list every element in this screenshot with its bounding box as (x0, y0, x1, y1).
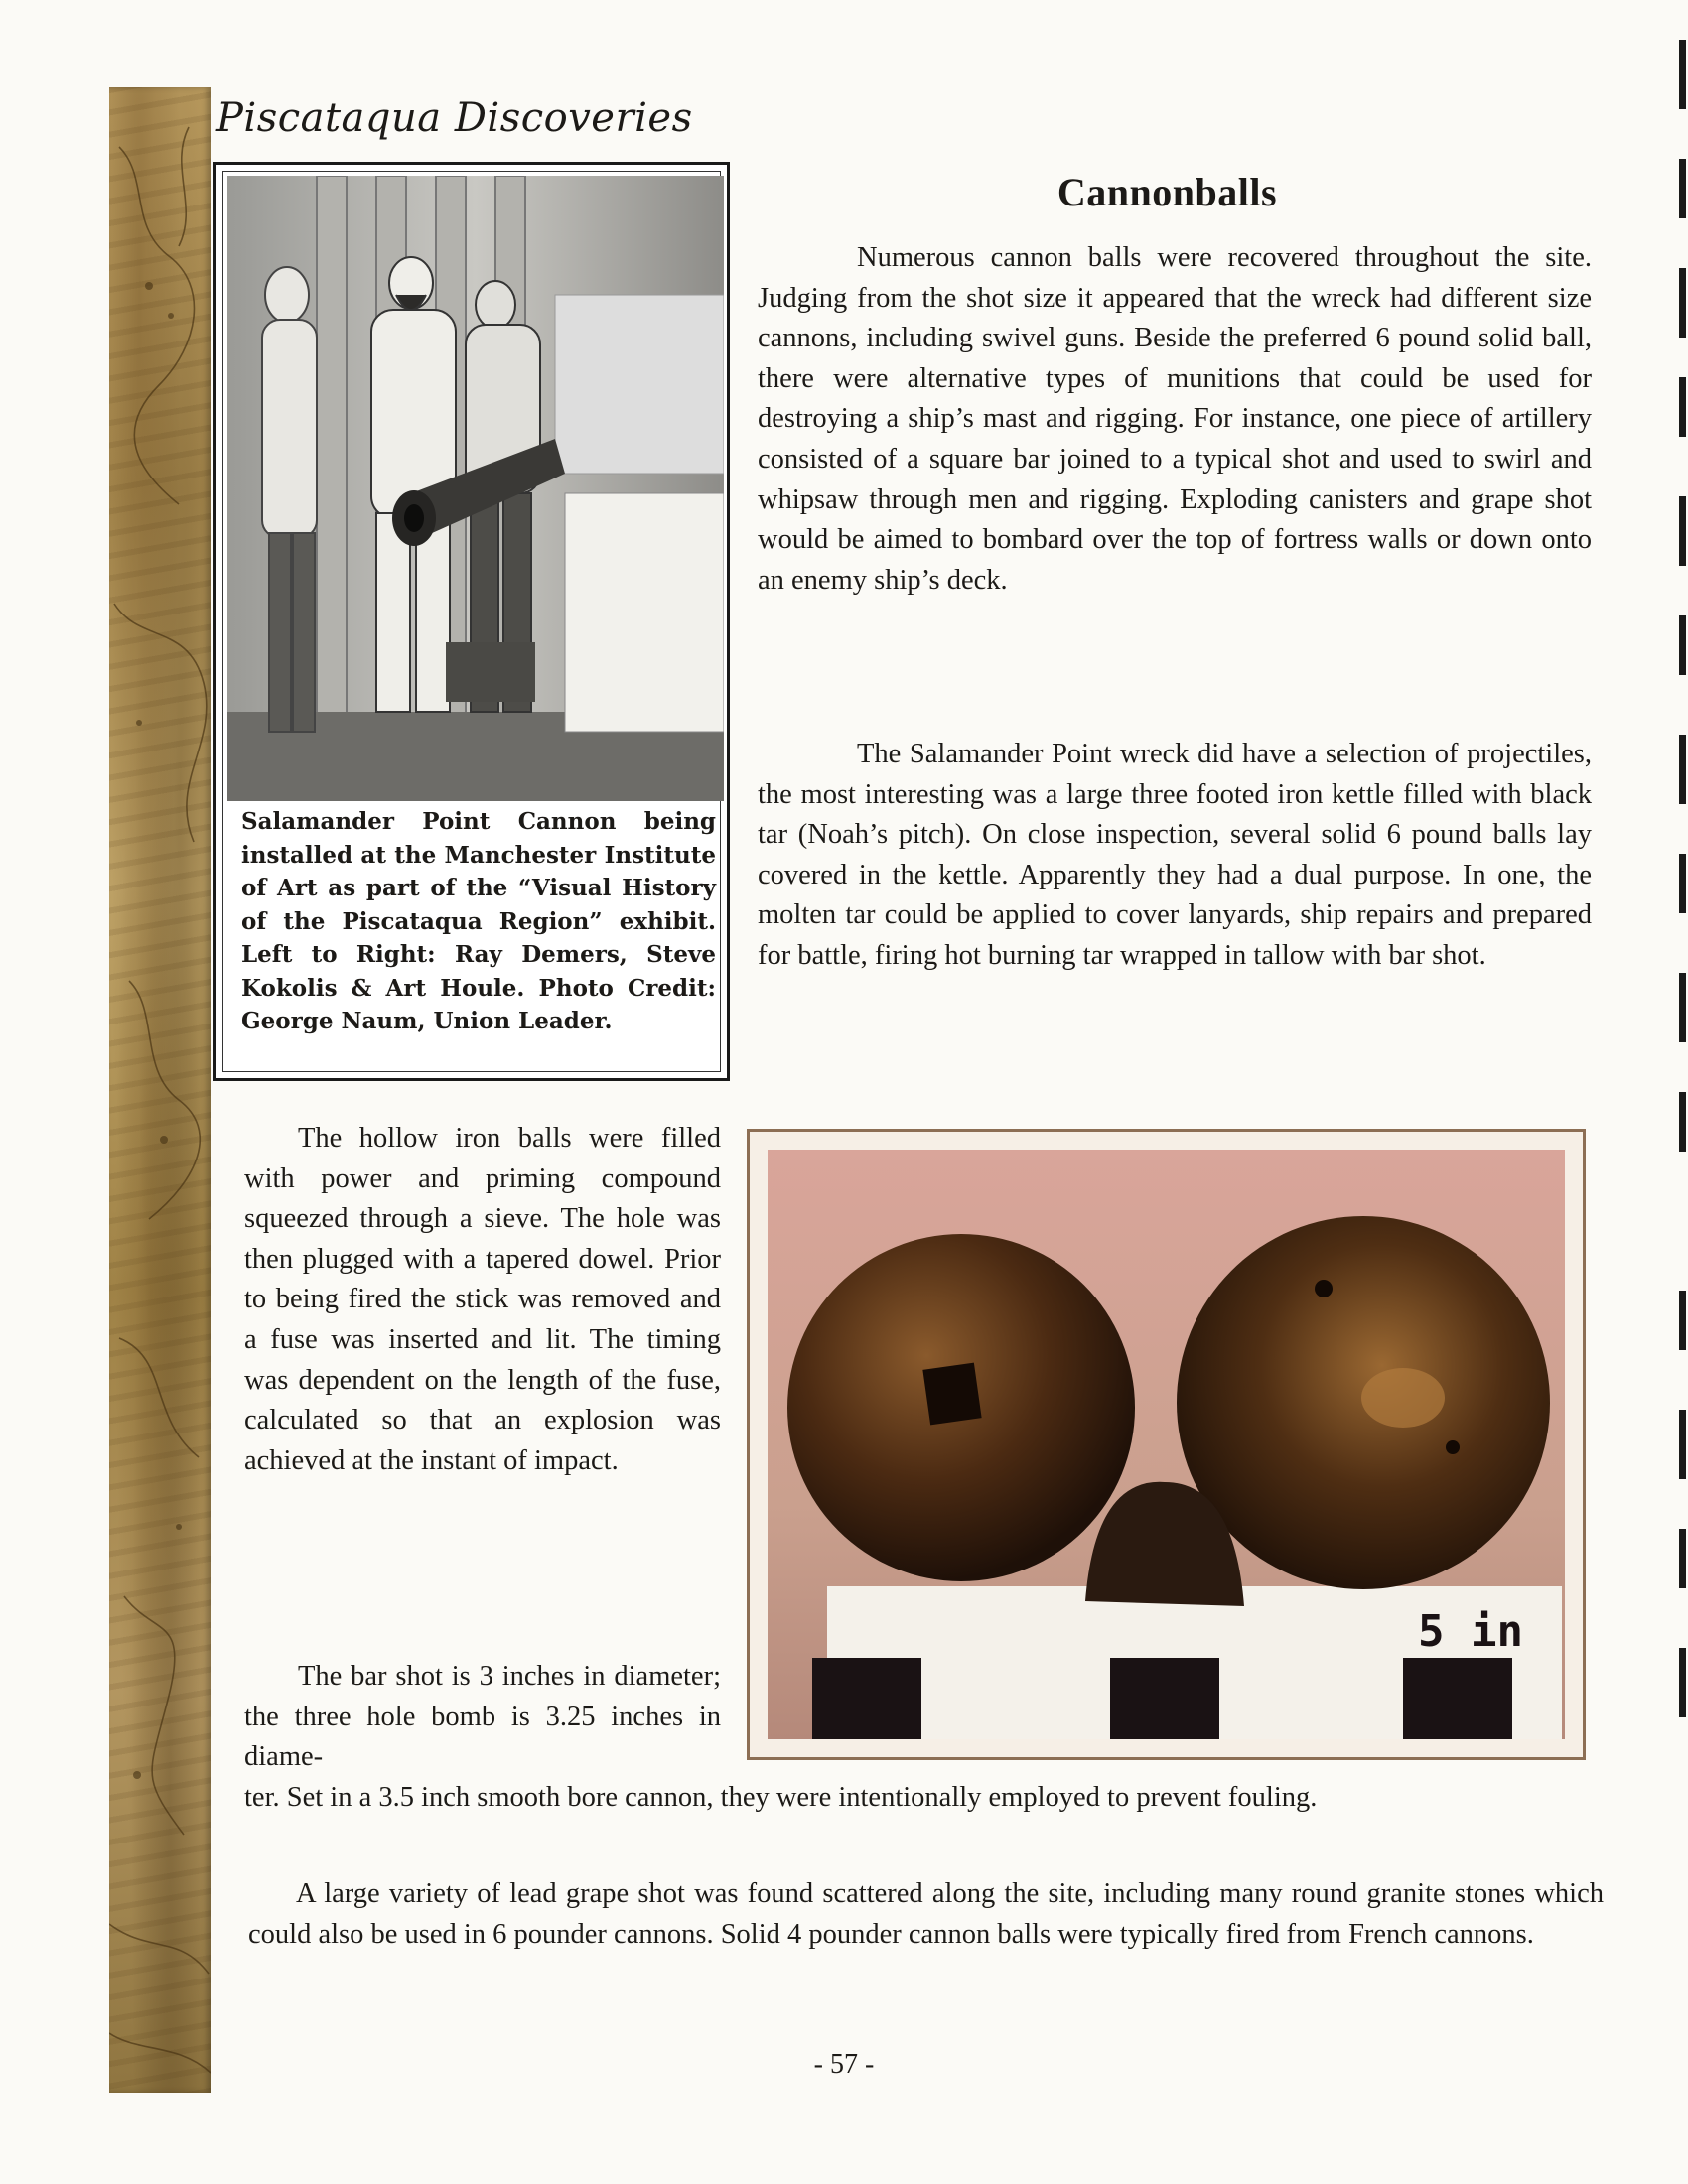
paragraph-4: The bar shot is 3 inches in diameter; the three hole bomb is 3.25 inches in diame- (244, 1661, 721, 1773)
paragraph-1: Numerous cannon balls were recovered throughout the site. Judging from the shot size it appeared that the wreck had different size cannons, including swivel guns. Beside the preferred 6 pound solid ball, there were alternative types of munitions that could be used for destroying a ship’s mast and rigging. For instance, one piece of artillery consisted of a square bar joined to a typical shot and used to swirl and whipsaw through men and rigging. Exploding canisters and grape shot would be aimed to bombard over the top of fortress walls or down onto an enemy ship’s deck. (758, 242, 1592, 596)
scale-bar-3 (1403, 1658, 1512, 1739)
cannon-installation-photo (227, 176, 724, 801)
running-head: Piscataqua Discoveries (216, 95, 693, 141)
photo-caption: Salamander Point Cannon being installed at the Manchester Institute of Art as part of the “Visual History of the Piscataqua Region” exhibit. Left to Right: Ray Demers, Steve Kokolis & Art Houle. Photo Credit: George Naum, Union Leader. (241, 808, 716, 1034)
section-title: Cannonballs (1056, 170, 1278, 214)
scale-bar-2 (1110, 1658, 1219, 1739)
paragraph-3: The hollow iron balls were filled with power and priming compound squeezed through a sieve. The hole was then plugged with a tapered dowel. Prior to being fired the stick was removed and a fuse was inserted and lit. The timing was dependent on the length of the fuse, calculated so that an explosion was achieved at the instant of impact. (244, 1123, 721, 1476)
page-number: - 57 - (813, 2049, 875, 2080)
page-edge-marks (1674, 40, 1688, 1827)
paragraph-2: The Salamander Point wreck did have a selection of projectiles, the most interesting was a large three footed iron kettle filled with black tar (Noah’s pitch). On close inspection, several solid 6 pound balls lay covered in the kettle. Apparently they had a dual purpose. In one, the molten tar could be applied to cover lanyards, ship repairs and prepared for battle, firing hot burning tar wrapped in tallow with bar shot. (758, 739, 1592, 971)
scale-label: 5 in (1418, 1606, 1523, 1657)
cannonballs-photo (747, 1129, 1586, 1760)
decorative-map-strip (109, 87, 211, 2093)
paragraph-5: A large variety of lead grape shot was found scattered along the site, including many round granite stones which could also be used in 6 pounder cannons. Solid 4 pounder cannon balls were typically fired from French cannons. (248, 1878, 1604, 1950)
paragraph-4-continued: ter. Set in a 3.5 inch smooth bore cannon, they were intentionally employed to prevent fouling. (244, 1782, 1318, 1813)
scale-bar-1 (812, 1658, 921, 1739)
photo-cannon-installation (213, 162, 730, 1081)
